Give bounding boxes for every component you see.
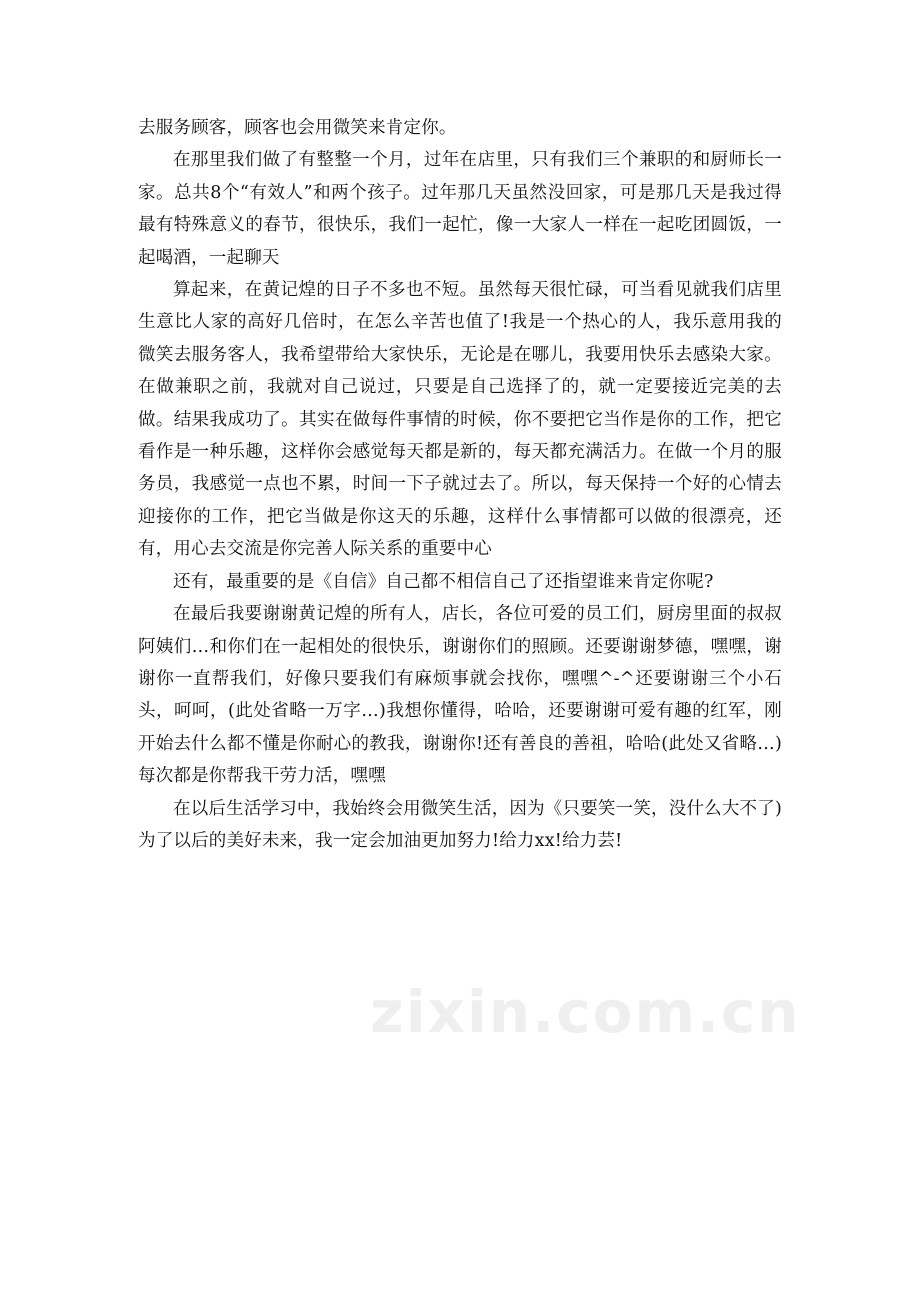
paragraph-thanks: 在最后我要谢谢黄记煌的所有人，店长，各位可爱的员工们，厨房里面的叔叔阿姨们…和你们在一起相处的很快乐，谢谢你们的照顾。还要谢谢梦德，嘿嘿，谢谢你一直帮我们，好像只要我们有麻烦事就会找你，嘿嘿^-^还要谢谢三个小石头，呵呵，(此处省略一万字…)我想你懂得，哈哈，还要谢谢可爱有趣的红军，刚开始去什么都不懂是你耐心的教我，谢谢你!还有善良的善祖，哈哈(此处又省略…)每次都是你帮我干劳力活，嘿嘿	[138, 604, 782, 787]
paragraph-closing: 在以后生活学习中，我始终会用微笑生活，因为《只要笑一笑，没什么大不了)为了以后的美好未来，我一定会加油更加努力!给力xx!给力芸!	[138, 798, 782, 851]
paragraph-work-attitude: 算起来，在黄记煌的日子不多也不短。虽然每天很忙碌，可当看见就我们店里生意比人家的高好几倍时，在怎么辛苦也值了!我是一个热心的人，我乐意用我的微笑去服务客人，我希望带给大家快乐，无论是在哪儿，我要用快乐去感染大家。在做兼职之前，我就对自己说过，只要是自己选择了的，就一定要接近完美的去做。结果我成功了。其实在做每件事情的时候，你不要把它当作是你的工作，把它看作是一种乐趣，这样你会感觉每天都是新的，每天都充满活力。在做一个月的服务员，我感觉一点也不累，时间一下子就过去了。所以，每天保持一个好的心情去迎接你的工作，把它当做是你这天的乐趣，这样什么事情都可以做的很漂亮，还有，用心去交流是你完善人际关系的重要中心	[138, 280, 782, 560]
watermark-logo: zixin.com.cn	[370, 978, 801, 1046]
paragraph-confidence: 还有，最重要的是《自信》自己都不相信自己了还指望谁来肯定你呢?	[173, 571, 714, 592]
paragraph-continuation: 去服务顾客，顾客也会用微笑来肯定你。	[138, 118, 457, 138]
paragraph-new-year-at-restaurant: 在那里我们做了有整整一个月，过年在店里，只有我们三个兼职的和厨师长一家。总共8个“有效人”和两个孩子。过年那几天虽然没回家，可是那几天是我过得最有特殊意义的春节，很快乐，我们一起忙，像一大家人一样在一起吃团圆饭，一起喝酒，一起聊天	[138, 150, 782, 268]
document-page	[138, 112, 782, 857]
